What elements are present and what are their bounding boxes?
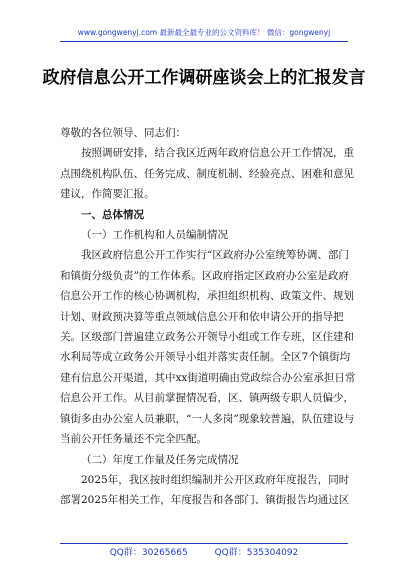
section-heading-1: 一、总体情况 [81, 208, 144, 221]
footer-qq-group-2: QQ群：535304092 [214, 548, 299, 558]
footer-qq-group-1: QQ群：30265665 [109, 548, 188, 558]
subsection-heading-2: （二）年度工作量及任务完成情况 [81, 453, 239, 466]
paragraph-organization: 我区政府信息公开工作实行“区政府办公室统筹协调、部门和镇街分级负责”的工作体系。区政府指定区政府办公室是政府信息公开工作的核心协调机构，承担组织机构、政策文件、规划计划、财政预决算等重点领域信息公开和依申请公开的指导把关。区级部门普遍建立政务公开领导小组或工作专班，区住建和水利局等成立政务公开领导小组并落实责任制。全区7个镇街均建有信息公开渠道，其中xx街道明确由党政综合办公室承担日常信息公开工作。从目前掌握情况看，区、镇两级专职人员偏少，镇街多由办公室人员兼职，“一人多岗”现象较普遍，队伍建设与当前公开任务量还不完全匹配。 [60, 249, 356, 446]
site-header: www.gongwenyj.com 最新最全最专业的公文资料库！ 微信：gongwenyj [77, 28, 331, 37]
paragraph-workload: 2025年，我区按时组织编制并公开区政府年度报告，同时部署2025年相关工作，年度报告和各部门、镇街报告均通过区 [60, 473, 350, 507]
document-body [60, 123, 356, 511]
subsection-heading-1: （一）工作机构和人员编制情况 [81, 229, 228, 242]
salutation: 尊敬的各位领导、同志们： [60, 127, 186, 139]
paragraph-intro: 按照调研安排，结合我区近两年政府信息公开工作情况，重点围绕机构队伍、任务完成、制度机制、经验亮点、困难和意见建议，作简要汇报。 [60, 147, 354, 201]
document-title: 政府信息公开工作调研座谈会上的汇报发言 [42, 68, 366, 88]
footer-divider [60, 543, 348, 544]
header-divider [60, 41, 348, 42]
site-footer [0, 545, 408, 558]
